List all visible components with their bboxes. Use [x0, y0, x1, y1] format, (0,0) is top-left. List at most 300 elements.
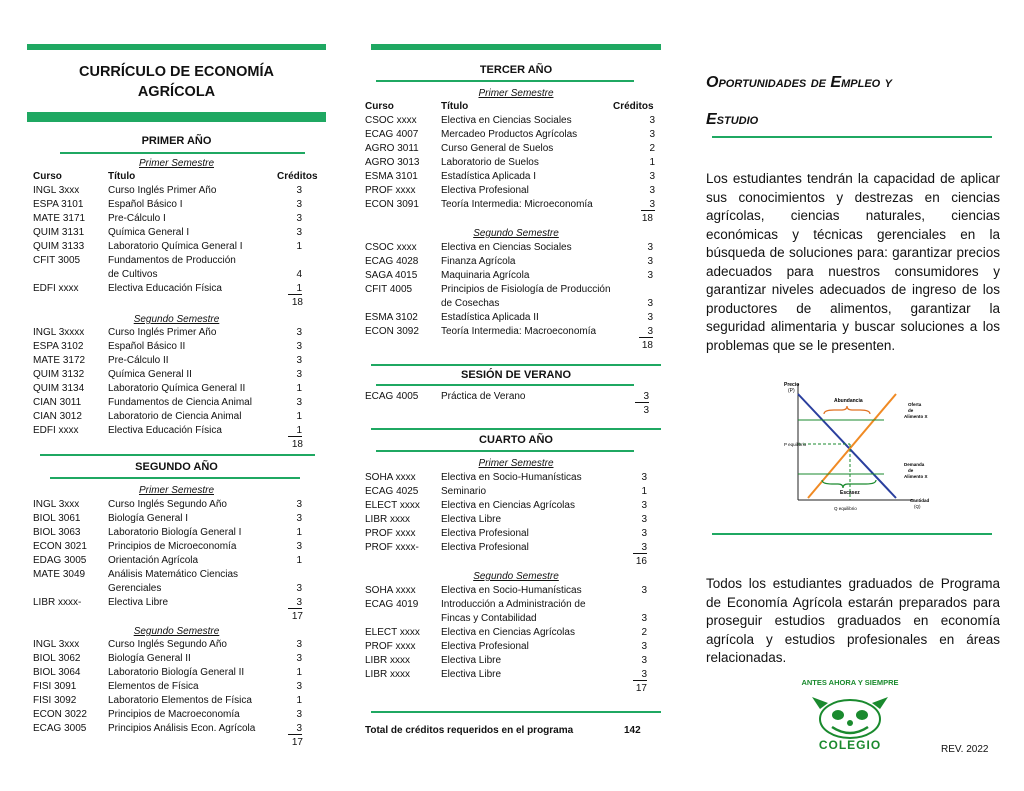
course-title: Laboratorio de Suelos: [441, 157, 539, 168]
table-row: [33, 681, 323, 695]
header-creditos: Créditos: [613, 101, 654, 112]
course-credits: 3: [288, 723, 302, 735]
course-code: CIAN 3011: [33, 397, 82, 408]
course-title: Laboratorio Elementos de Física: [108, 695, 252, 706]
course-title: Laboratorio Biología General I: [108, 527, 242, 538]
table-row: [33, 555, 323, 569]
table-row: [33, 499, 323, 513]
semester-label: Segundo Semestre: [133, 314, 220, 325]
course-title: Seminario: [441, 486, 487, 497]
course-code: ECAG 4025: [365, 486, 419, 497]
semester-total: 16: [635, 556, 647, 567]
header-titulo: Título: [441, 101, 469, 112]
course-title: Fundamentos de Producción: [108, 255, 236, 266]
table-row: [33, 411, 323, 425]
course-code: ECON 3092: [365, 326, 419, 337]
course-credits: 3: [647, 270, 653, 281]
header-curso: Curso: [365, 101, 394, 112]
course-code: CSOC xxxx: [365, 242, 417, 253]
table-row: [33, 583, 323, 597]
course-table: [33, 185, 323, 311]
table-row: [365, 199, 661, 213]
course-credits: 1: [288, 425, 302, 437]
course-code: LIBR xxxx: [365, 669, 411, 680]
table-row: [365, 655, 661, 669]
table-row: [33, 369, 323, 383]
course-code: QUIM 3132: [33, 369, 85, 380]
course-credits: 3: [641, 472, 647, 483]
course-table: [365, 391, 661, 419]
course-credits: 3: [647, 298, 653, 309]
course-code: PROF xxxx: [365, 641, 416, 652]
course-credits: 3: [635, 391, 649, 403]
table-row: [365, 284, 661, 298]
semester-label: Primer Semestre: [138, 485, 214, 496]
semester-label: Primer Semestre: [138, 158, 214, 169]
course-title: Electiva Profesional: [441, 542, 529, 553]
table-row: [365, 143, 661, 157]
course-credits: 1: [296, 555, 302, 566]
semester-label: Segundo Semestre: [473, 571, 559, 582]
course-credits: 3: [296, 199, 302, 210]
divider: [371, 364, 661, 366]
divider: [376, 450, 634, 452]
course-code: CFIT 4005: [365, 284, 413, 295]
opportunities-title-line2: Estudio: [706, 111, 759, 128]
course-code: INGL 3xxx: [33, 499, 80, 510]
course-credits: 3: [633, 669, 647, 681]
table-row: [365, 669, 661, 683]
college-logo: [790, 678, 910, 758]
course-credits: 3: [641, 514, 647, 525]
table-row: [33, 639, 323, 653]
course-credits: 3: [296, 499, 302, 510]
table-row: [365, 157, 661, 171]
chart-label-qequil: Q equilibrio: [834, 506, 857, 511]
course-credits: 3: [296, 709, 302, 720]
table-row: [33, 709, 323, 723]
table-row: [33, 355, 323, 369]
course-title: Electiva Libre: [108, 597, 169, 608]
course-credits: 3: [296, 355, 302, 366]
course-title: Teoría Intermedia: Macroeconomía: [441, 326, 597, 337]
course-code: MATE 3171: [33, 213, 86, 224]
course-title: Curso Inglés Primer Año: [108, 327, 217, 338]
course-credits: 3: [296, 327, 302, 338]
course-title: Introducción a Administración de: [441, 599, 586, 610]
course-code: ECAG 4007: [365, 129, 419, 140]
course-credits: 1: [296, 527, 302, 538]
chart-label-alimento: Alimento X: [904, 414, 928, 419]
course-title: Práctica de Verano: [441, 391, 526, 402]
curriculum-title-line2: AGRÍCOLA: [137, 84, 216, 100]
table-row: [365, 298, 661, 312]
course-code: ECAG 4028: [365, 256, 419, 267]
total-row: [365, 340, 661, 354]
semester-total: 18: [641, 340, 653, 351]
course-code: INGL 3xxxx: [33, 327, 85, 338]
total-row: [365, 683, 661, 697]
chart-label-cantidad: Cantidad: [910, 498, 930, 503]
total-row: [365, 213, 661, 227]
course-credits: 3: [639, 326, 653, 338]
course-title: Maquinaria Agrícola: [441, 270, 530, 281]
course-code: LIBR xxxx: [365, 655, 411, 666]
semester-label: Primer Semestre: [478, 88, 554, 99]
course-code: CFIT 3005: [33, 255, 81, 266]
course-credits: 1: [296, 411, 302, 422]
course-table: [33, 327, 323, 453]
course-credits: 3: [647, 256, 653, 267]
course-credits: 3: [296, 185, 302, 196]
table-row: [365, 242, 661, 256]
course-table: [365, 585, 661, 697]
course-title: Laboratorio de Ciencia Animal: [108, 411, 242, 422]
logo-motto: ANTES AHORA Y SIEMPRE: [801, 678, 899, 687]
course-credits: 3: [296, 653, 302, 664]
table-row: [33, 227, 323, 241]
course-code: INGL 3xxx: [33, 639, 80, 650]
table-row: [33, 185, 323, 199]
course-code: ELECT xxxx: [365, 500, 420, 511]
course-code: CIAN 3012: [33, 411, 82, 422]
course-title: Laboratorio Química General I: [108, 241, 243, 252]
table-row: [365, 585, 661, 599]
opportunities-title-line1: Oportunidades de Empleo y: [706, 74, 892, 91]
table-row: [365, 641, 661, 655]
semester-total: 18: [291, 439, 303, 450]
header-curso: Curso: [33, 171, 62, 182]
divider: [712, 136, 992, 138]
course-code: SAGA 4015: [365, 270, 418, 281]
semester-total: 17: [291, 611, 303, 622]
course-title: Fincas y Contabilidad: [441, 613, 537, 624]
course-title: Orientación Agrícola: [108, 555, 199, 566]
course-code: PROF xxxx: [365, 528, 416, 539]
left-title-bar: [27, 112, 326, 122]
divider: [376, 384, 634, 386]
course-title: Curso Inglés Primer Año: [108, 185, 217, 196]
table-row: [365, 500, 661, 514]
table-row: [33, 667, 323, 681]
table-row: [365, 486, 661, 500]
course-code: AGRO 3011: [365, 143, 419, 154]
course-title: Biología General I: [108, 513, 189, 524]
course-credits: 4: [296, 269, 302, 280]
table-row: [365, 171, 661, 185]
chart-label-pequil: P equilibrio: [784, 442, 807, 447]
total-row: [365, 556, 661, 570]
course-code: ECAG 3005: [33, 723, 87, 734]
course-title: Electiva Libre: [441, 669, 502, 680]
table-row: [33, 541, 323, 555]
course-title: Electiva Educación Física: [108, 283, 222, 294]
course-code: PROF xxxx-: [365, 542, 419, 553]
table-row: [365, 391, 661, 405]
total-row: [33, 439, 323, 453]
course-title: Principios Análisis Econ. Agrícola: [108, 723, 256, 734]
course-title: Finanza Agrícola: [441, 256, 516, 267]
supply-demand-chart: [784, 380, 944, 520]
table-row: [33, 199, 323, 213]
course-table: [365, 115, 661, 227]
table-row: [365, 115, 661, 129]
table-row: [365, 514, 661, 528]
course-credits: 3: [641, 655, 647, 666]
semester-total: 17: [291, 737, 303, 748]
semester-label: Primer Semestre: [478, 458, 554, 469]
course-code: ESMA 3101: [365, 171, 418, 182]
course-code: CSOC xxxx: [365, 115, 417, 126]
course-title: Biología General II: [108, 653, 191, 664]
course-code: EDFI xxxx: [33, 425, 79, 436]
course-title: Electiva en Ciencias Sociales: [441, 115, 572, 126]
table-row: [365, 542, 661, 556]
course-credits: 3: [649, 129, 655, 140]
course-title: Electiva en Ciencias Agrícolas: [441, 500, 575, 511]
course-credits: 3: [641, 528, 647, 539]
semester-total: 3: [643, 405, 649, 416]
course-title: Curso Inglés Segundo Año: [108, 499, 227, 510]
table-row: [33, 255, 323, 269]
course-title: Electiva Profesional: [441, 528, 529, 539]
course-credits: 3: [296, 213, 302, 224]
course-title: Curso Inglés Segundo Año: [108, 639, 227, 650]
course-title: Mercadeo Productos Agrícolas: [441, 129, 578, 140]
course-title: Español Básico I: [108, 199, 183, 210]
course-table: [365, 242, 661, 354]
divider: [371, 428, 661, 430]
course-credits: 3: [296, 681, 302, 692]
course-title: Electiva Educación Física: [108, 425, 222, 436]
chart-label-de-2: de: [908, 468, 914, 473]
course-title: Electiva Libre: [441, 655, 502, 666]
course-credits: 3: [649, 171, 655, 182]
course-title: Electiva Profesional: [441, 641, 529, 652]
table-row: [33, 213, 323, 227]
course-credits: 3: [647, 312, 653, 323]
chart-label-oferta: Oferta: [908, 402, 922, 407]
table-row: [365, 627, 661, 641]
table-row: [365, 312, 661, 326]
course-code: AGRO 3013: [365, 157, 420, 168]
divider: [60, 152, 305, 154]
paragraph-graduates: Todos los estudiantes graduados de Programa de Economía Agrícola estarán preparados para proseguir estudios graduados en economía agrícola y estudios profesionales en áreas relacionadas.: [706, 576, 1000, 665]
semester-total: 18: [641, 213, 653, 224]
course-title: Pre-Cálculo II: [108, 355, 169, 366]
table-row: [365, 270, 661, 284]
course-title: Electiva en Ciencias Agrícolas: [441, 627, 575, 638]
table-row: [33, 269, 323, 283]
middle-top-bar: [371, 44, 661, 50]
table-row: [365, 472, 661, 486]
course-code: MATE 3049: [33, 569, 86, 580]
course-code: ESMA 3102: [365, 312, 418, 323]
left-top-bar: [27, 44, 326, 50]
chart-label-alimento-2: Alimento X: [904, 474, 928, 479]
course-credits: 3: [641, 613, 647, 624]
course-code: ESPA 3102: [33, 341, 84, 352]
total-row: [33, 297, 323, 311]
chart-label-abundancia: Abundancia: [834, 398, 863, 404]
course-code: PROF xxxx: [365, 185, 416, 196]
course-title: Estadística Aplicada I: [441, 171, 537, 182]
course-title: Análisis Matemático Ciencias: [108, 569, 239, 580]
course-title: Laboratorio Biología General II: [108, 667, 245, 678]
course-title: de Cultivos: [108, 269, 158, 280]
course-title: Electiva en Ciencias Sociales: [441, 242, 572, 253]
curriculum-title: [27, 62, 326, 102]
course-code: BIOL 3063: [33, 527, 81, 538]
logo-colegio: COLEGIO: [818, 738, 882, 752]
chart-label-precio: Precio: [784, 382, 800, 388]
course-credits: 2: [641, 627, 647, 638]
table-row: [33, 425, 323, 439]
course-credits: 3: [296, 513, 302, 524]
course-credits: 1: [641, 486, 647, 497]
header-titulo: Título: [108, 171, 136, 182]
course-code: INGL 3xxx: [33, 185, 80, 196]
course-code: QUIM 3133: [33, 241, 85, 252]
course-title: Electiva en Socio-Humanísticas: [441, 585, 582, 596]
course-credits: 3: [296, 227, 302, 238]
course-credits: 3: [633, 542, 647, 554]
course-code: ECON 3021: [33, 541, 87, 552]
table-row: [365, 129, 661, 143]
chart-label-demanda: Demanda: [904, 462, 925, 467]
course-title: Fundamentos de Ciencia Animal: [108, 397, 252, 408]
table-row: [365, 256, 661, 270]
course-code: ECON 3091: [365, 199, 419, 210]
opportunities-title: [706, 64, 996, 138]
course-credits: 1: [296, 695, 302, 706]
course-table: [33, 639, 323, 751]
course-credits: 3: [288, 597, 302, 609]
table-row: [33, 397, 323, 411]
course-code: FISI 3091: [33, 681, 77, 692]
divider: [371, 711, 661, 713]
course-title: Electiva en Socio-Humanísticas: [441, 472, 582, 483]
table-row: [33, 283, 323, 297]
course-credits: 3: [647, 242, 653, 253]
total-row: [33, 611, 323, 625]
semester-label: Segundo Semestre: [133, 626, 220, 637]
chart-label-de: de: [908, 408, 914, 413]
total-row: [33, 737, 323, 751]
course-credits: 1: [296, 667, 302, 678]
demand-curve: [798, 394, 896, 498]
year-label-verano: SESIÓN DE VERANO: [460, 369, 572, 381]
year-label-segundo: SEGUNDO AÑO: [135, 461, 218, 473]
course-code: BIOL 3061: [33, 513, 81, 524]
chart-label-q: (Q): [914, 504, 921, 509]
course-title: Gerenciales: [108, 583, 162, 594]
course-credits: 1: [288, 283, 302, 295]
course-code: SOHA xxxx: [365, 472, 416, 483]
divider: [50, 477, 300, 479]
chart-label-escasez: Escasez: [840, 490, 860, 496]
course-credits: 3: [296, 541, 302, 552]
revision-label: REV. 2022: [941, 744, 989, 755]
course-code: QUIM 3134: [33, 383, 85, 394]
table-row: [365, 613, 661, 627]
course-credits: 1: [649, 157, 655, 168]
divider: [376, 80, 634, 82]
course-table: [365, 472, 661, 570]
bulldog-icon: [808, 689, 892, 741]
chart-label-p: (P): [788, 388, 795, 394]
course-title: Pre-Cálculo I: [108, 213, 166, 224]
divider: [712, 533, 992, 535]
course-credits: 3: [296, 397, 302, 408]
course-credits: 3: [641, 199, 655, 211]
total-row: [365, 405, 661, 419]
table-row: [33, 383, 323, 397]
course-credits: 3: [296, 369, 302, 380]
course-title: Curso General de Suelos: [441, 143, 554, 154]
table-row: [33, 653, 323, 667]
course-code: ECAG 4005: [365, 391, 419, 402]
table-row: [365, 326, 661, 340]
table-row: [33, 569, 323, 583]
shortage-brace: [822, 480, 876, 488]
course-credits: 1: [296, 241, 302, 252]
semester-total: 17: [635, 683, 647, 694]
course-title: Laboratorio Química General II: [108, 383, 246, 394]
course-title: Química General I: [108, 227, 190, 238]
course-code: EDAG 3005: [33, 555, 87, 566]
course-credits: 3: [296, 639, 302, 650]
course-code: LIBR xxxx: [365, 514, 411, 525]
course-credits: 3: [641, 500, 647, 511]
course-credits: 3: [649, 185, 655, 196]
course-code: ESPA 3101: [33, 199, 84, 210]
course-code: ECON 3022: [33, 709, 87, 720]
table-row: [365, 599, 661, 613]
table-row: [33, 723, 323, 737]
semester-label: Segundo Semestre: [473, 228, 559, 239]
course-credits: 2: [649, 143, 655, 154]
year-label-primer: PRIMER AÑO: [141, 135, 212, 147]
course-title: Electiva Profesional: [441, 185, 529, 196]
table-row: [33, 695, 323, 709]
course-code: MATE 3172: [33, 355, 86, 366]
course-code: FISI 3092: [33, 695, 77, 706]
table-row: [33, 597, 323, 611]
course-title: de Cosechas: [441, 298, 500, 309]
header-creditos: Créditos: [277, 171, 318, 182]
course-credits: 3: [649, 115, 655, 126]
course-code: BIOL 3064: [33, 667, 81, 678]
year-label-cuarto: CUARTO AÑO: [479, 434, 553, 446]
course-title: Estadística Aplicada II: [441, 312, 539, 323]
course-title: Electiva Libre: [441, 514, 502, 525]
divider: [40, 454, 315, 456]
course-code: SOHA xxxx: [365, 585, 416, 596]
table-row: [33, 241, 323, 255]
abundance-brace: [824, 406, 870, 414]
course-code: QUIM 3131: [33, 227, 85, 238]
course-code: EDFI xxxx: [33, 283, 79, 294]
table-row: [365, 185, 661, 199]
paragraph-skills: Los estudiantes tendrán la capacidad de aplicar sus conocimientos y destrezas en ciencias agrícolas, ciencias naturales, ciencias económicas y técnicas gerenciales en la búsqueda de soluciones para: garantizar precios adecuados para nuestros consumidores y garantizar niveles adecuados de ingreso de los productores de alimentos, garantizar la seguridad alimentaria y buscar soluciones a los problemas que se le presenten.: [706, 171, 1000, 353]
course-table: [33, 499, 323, 625]
course-code: BIOL 3062: [33, 653, 81, 664]
course-credits: 1: [296, 383, 302, 394]
table-row: [33, 513, 323, 527]
course-credits: 3: [296, 341, 302, 352]
course-title: Español Básico II: [108, 341, 186, 352]
